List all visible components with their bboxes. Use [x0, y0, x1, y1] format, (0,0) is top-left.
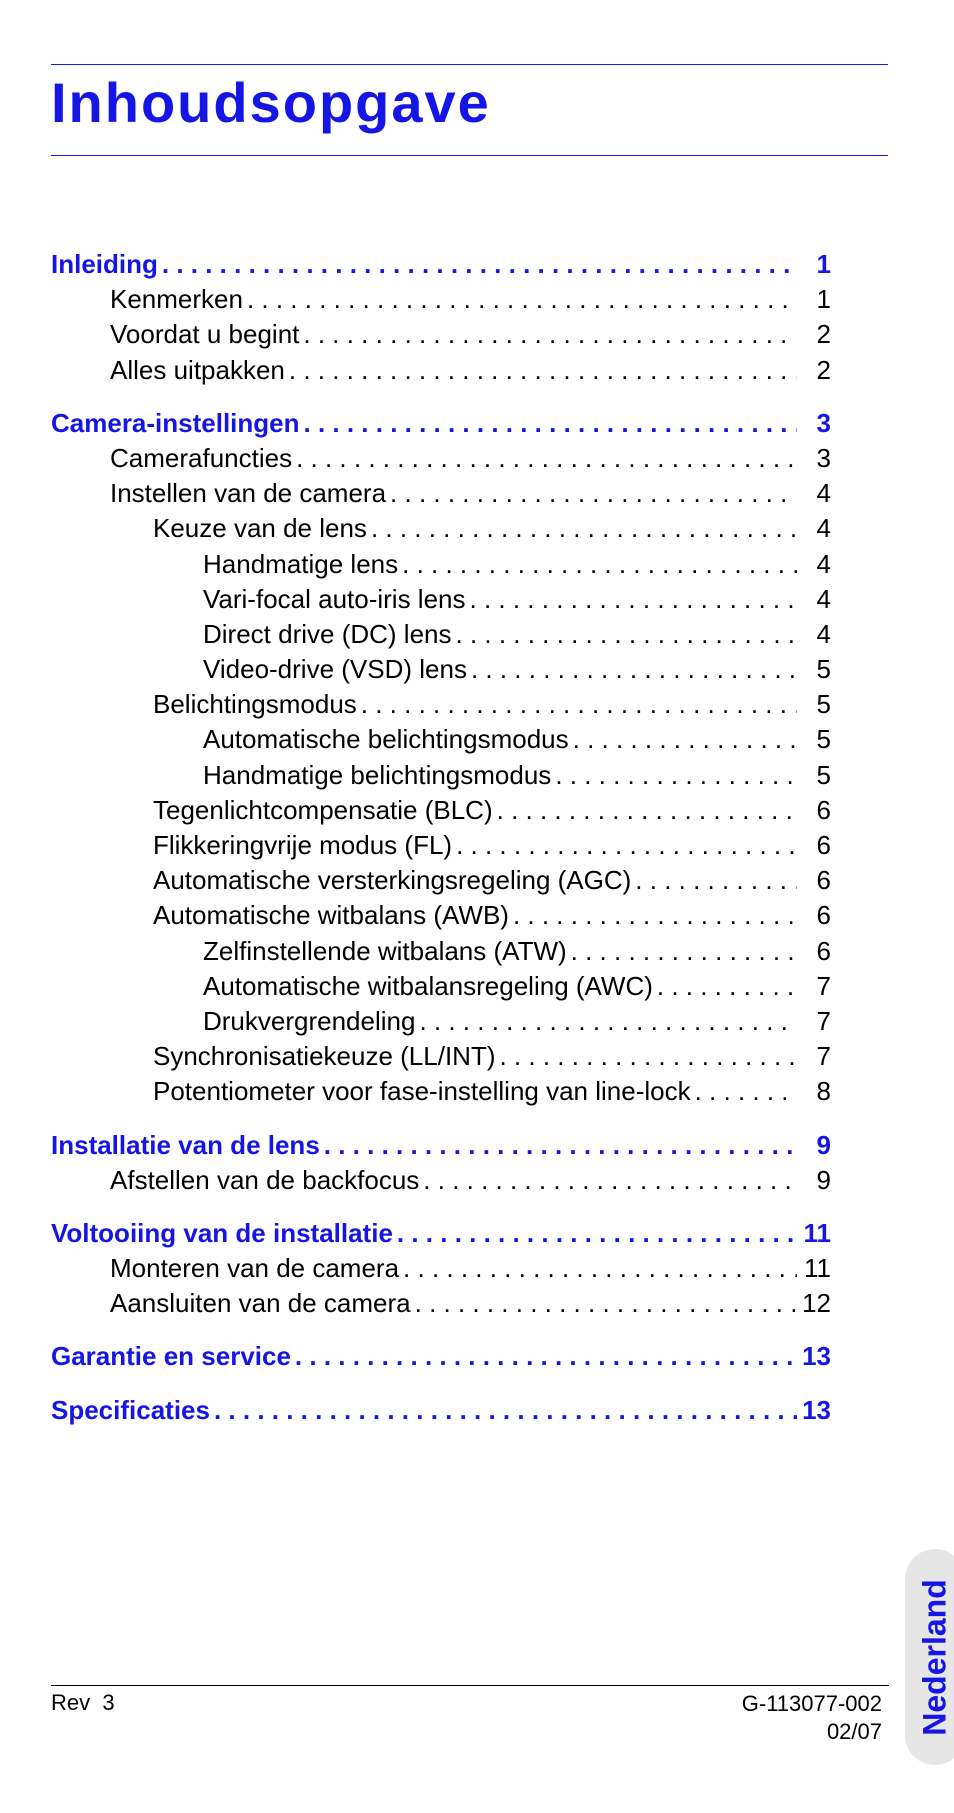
toc-entry-label: Potentiometer voor fase-instelling van line-lock [153, 1076, 691, 1107]
toc-entry-label: Voordat u begint [110, 319, 300, 350]
toc-entry[interactable] [51, 282, 831, 317]
toc-entry[interactable] [51, 863, 831, 898]
toc-entry-page: 4 [816, 513, 831, 544]
footer-doc-number: G-113077-002 [741, 1691, 882, 1716]
toc-leader-dots [214, 1393, 797, 1428]
footer-date: 02/07 [826, 1719, 882, 1744]
footer-doc-info [742, 1690, 882, 1746]
toc-entry-label: Kenmerken [110, 284, 243, 315]
language-tab-label-wrap [905, 1549, 954, 1765]
toc-entry[interactable] [51, 476, 831, 511]
toc-entry-label: Vari-focal auto-iris lens [203, 583, 466, 614]
toc-entry-page: 2 [816, 319, 831, 350]
toc-entry-page: 5 [816, 654, 831, 685]
toc-entry[interactable] [51, 1039, 831, 1074]
toc-leader-dots [247, 282, 797, 317]
toc-chapter[interactable] [51, 406, 831, 441]
toc-entry-page: 4 [816, 478, 831, 509]
toc-chapter[interactable] [51, 1393, 831, 1428]
toc-leader-dots [513, 898, 797, 933]
toc-entry-page: 5 [816, 724, 831, 755]
toc-leader-dots [390, 476, 797, 511]
toc-entry-page: 11 [804, 1253, 831, 1284]
toc-entry-label: Voltooiing van de installatie [51, 1217, 393, 1248]
toc-leader-dots [419, 1004, 797, 1039]
toc-entry-label: Inleiding [51, 249, 158, 279]
toc-entry-label: Drukvergrendeling [203, 1005, 416, 1036]
toc-entry-label: Video-drive (VSD) lens [203, 654, 467, 685]
toc-entry-page: 11 [803, 1217, 831, 1248]
toc-entry-label: Afstellen van de backfocus [110, 1164, 420, 1195]
toc-entry-page: 1 [816, 249, 831, 279]
toc-leader-dots [162, 247, 797, 282]
toc-entry-label: Camerafuncties [110, 442, 293, 473]
toc-leader-dots [635, 863, 797, 898]
toc-entry-label: Alles uitpakken [110, 354, 285, 385]
toc-leader-dots [403, 1251, 797, 1286]
toc-entry-page: 13 [802, 1394, 831, 1425]
toc-entry-page: 5 [816, 689, 831, 720]
toc-leader-dots [371, 511, 797, 546]
toc-entry-page: 6 [816, 935, 831, 966]
table-of-contents [51, 247, 831, 1428]
toc-entry[interactable] [51, 722, 831, 757]
toc-entry-page: 12 [802, 1288, 831, 1319]
toc-entry[interactable] [51, 1074, 831, 1109]
toc-entry-page: 1 [816, 284, 831, 315]
toc-entry[interactable] [51, 582, 831, 617]
toc-entry[interactable] [51, 441, 831, 476]
toc-entry-label: Zelfinstellende witbalans (ATW) [203, 935, 567, 966]
toc-entry[interactable] [51, 353, 831, 388]
toc-entry[interactable] [51, 898, 831, 933]
toc-leader-dots [289, 353, 797, 388]
toc-entry-page: 9 [816, 1164, 831, 1195]
toc-entry[interactable] [51, 758, 831, 793]
toc-entry[interactable] [51, 511, 831, 546]
toc-chapter[interactable] [51, 247, 831, 282]
toc-entry[interactable] [51, 793, 831, 828]
toc-leader-dots [555, 758, 797, 793]
toc-entry-page: 6 [816, 830, 831, 860]
toc-leader-dots [295, 1339, 797, 1374]
footer-revision: Rev 3 [51, 1690, 115, 1715]
toc-leader-dots [571, 934, 797, 969]
toc-leader-dots [497, 793, 797, 828]
toc-entry[interactable] [51, 934, 831, 969]
toc-entry[interactable] [51, 317, 831, 352]
toc-entry-page: 4 [816, 618, 831, 649]
toc-entry-label: Synchronisatiekeuze (LL/INT) [153, 1041, 496, 1072]
toc-leader-dots [456, 828, 797, 863]
toc-entry[interactable] [51, 1286, 831, 1321]
toc-entry-label: Automatische belichtingsmodus [203, 724, 569, 755]
toc-entry[interactable] [51, 969, 831, 1004]
toc-leader-dots [695, 1074, 797, 1109]
toc-chapter[interactable] [51, 1339, 831, 1374]
toc-entry-label: Handmatige lens [203, 548, 399, 579]
toc-entry-page: 4 [816, 548, 831, 579]
toc-leader-dots [361, 687, 797, 722]
toc-entry-page: 3 [816, 407, 831, 438]
language-tab-label: Nederland [916, 1578, 953, 1736]
toc-leader-dots [573, 722, 797, 757]
toc-entry-page: 13 [802, 1341, 831, 1372]
toc-entry-label: Tegenlichtcompensatie (BLC) [153, 794, 493, 825]
toc-entry-label: Automatische versterkingsregeling (AGC) [153, 865, 632, 896]
toc-entry-page: 4 [816, 583, 831, 614]
toc-entry-page: 5 [816, 759, 831, 790]
toc-entry-label: Belichtingsmodus [153, 689, 357, 720]
toc-leader-dots [303, 317, 797, 352]
toc-entry-page: 7 [816, 1005, 831, 1036]
toc-leader-dots [304, 406, 797, 441]
toc-entry[interactable] [51, 828, 831, 863]
toc-entry-label: Monteren van de camera [110, 1253, 400, 1284]
toc-entry-label: Direct drive (DC) lens [203, 618, 452, 649]
toc-leader-dots [296, 441, 797, 476]
toc-entry[interactable] [51, 1163, 831, 1198]
toc-leader-dots [397, 1216, 797, 1251]
toc-entry-label: Specificaties [51, 1394, 210, 1425]
toc-entry-label: Installatie van de lens [51, 1129, 320, 1160]
toc-leader-dots [470, 582, 797, 617]
toc-entry[interactable] [51, 1251, 831, 1286]
toc-entry-label: Instellen van de camera [110, 478, 387, 509]
toc-entry[interactable] [51, 617, 831, 652]
toc-entry-page: 2 [816, 354, 831, 385]
toc-leader-dots [499, 1039, 797, 1074]
toc-leader-dots [657, 969, 797, 1004]
toc-entry-page: 3 [816, 442, 831, 473]
toc-leader-dots [402, 547, 797, 582]
toc-entry-label: Automatische witbalansregeling (AWC) [203, 970, 653, 1001]
title-rule-bottom [51, 155, 888, 156]
toc-entry-label: Camera-instellingen [51, 407, 300, 438]
toc-chapter[interactable] [51, 1128, 831, 1163]
toc-leader-dots [415, 1286, 797, 1321]
toc-entry-label: Keuze van de lens [153, 513, 367, 544]
toc-entry-page: 6 [816, 900, 831, 931]
toc-entry-label: Handmatige belichtingsmodus [203, 759, 552, 790]
toc-leader-dots [471, 652, 797, 687]
toc-entry[interactable] [51, 547, 831, 582]
footer-rule [51, 1685, 889, 1686]
toc-entry-page: 6 [816, 794, 831, 825]
toc-entry[interactable] [51, 687, 831, 722]
page-title: Inhoudsopgave [51, 71, 491, 134]
toc-leader-dots [423, 1163, 797, 1198]
toc-entry[interactable] [51, 652, 831, 687]
toc-leader-dots [456, 617, 798, 652]
toc-chapter[interactable] [51, 1216, 831, 1251]
toc-leader-dots [324, 1128, 797, 1163]
toc-entry-label: Automatische witbalans (AWB) [153, 900, 509, 931]
toc-entry-page: 6 [816, 865, 831, 896]
toc-entry-page: 7 [816, 970, 831, 1001]
toc-entry-label: Flikkeringvrije modus (FL) [153, 830, 453, 860]
toc-entry-label: Aansluiten van de camera [110, 1288, 411, 1319]
toc-entry[interactable] [51, 1004, 831, 1039]
title-rule-top [51, 64, 888, 65]
toc-entry-page: 7 [816, 1041, 831, 1072]
toc-entry-page: 9 [816, 1129, 831, 1160]
toc-entry-page: 8 [816, 1076, 831, 1107]
toc-entry-label: Garantie en service [51, 1341, 291, 1372]
